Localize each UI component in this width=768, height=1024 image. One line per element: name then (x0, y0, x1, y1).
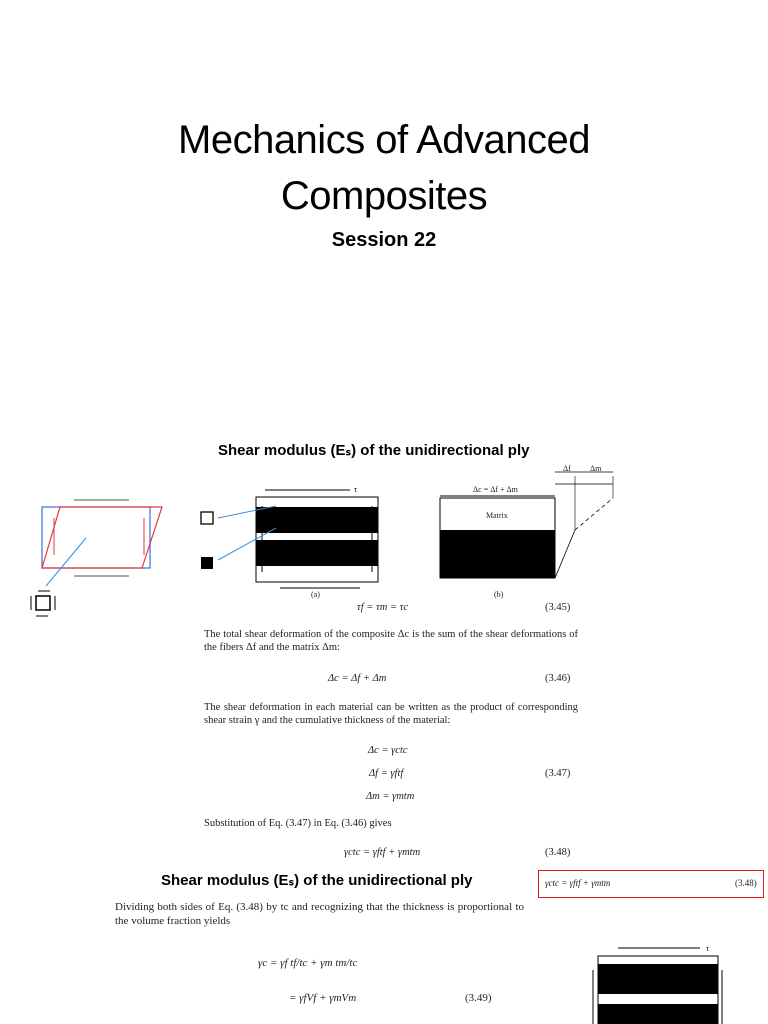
svg-text:τ: τ (706, 944, 710, 953)
delta-equation-label: Δc = Δf + Δm (473, 485, 518, 494)
equation-3-49b: = γfVf + γmVm (289, 992, 357, 1004)
figure-a-label: (a) (311, 590, 320, 599)
equation-3-47c: Δm = γmtm (366, 791, 415, 802)
delta-f-label: Δf (563, 464, 571, 473)
equation-3-45: τf = τm = τc (357, 602, 409, 613)
paragraph-shear-deformation: The total shear deformation of the composite Δc is the sum of the shear deformations of the fibers Δf and the matrix Δm: (204, 629, 578, 653)
equation-3-49a: γc = γf tf/tc + γm tm/tc (258, 957, 358, 969)
figure-a-fiber-matrix-shear (190, 482, 390, 600)
equation-3-45-number: (3.45) (545, 602, 571, 613)
fiber-layer-figure (588, 940, 748, 1024)
equation-3-47a: Δc = γctc (368, 745, 408, 756)
equation-3-49-number: (3.49) (465, 992, 492, 1004)
delta-m-label: Δm (590, 464, 602, 473)
matrix-label: Matrix (486, 511, 508, 520)
equation-3-48-number: (3.48) (545, 847, 571, 858)
slide-title: Mechanics of Advanced Composites (178, 118, 590, 218)
equation-3-47b: Δf = γftf (369, 768, 404, 779)
equation-3-47-number: (3.47) (545, 768, 571, 779)
session-label: Session 22 (331, 229, 437, 251)
equation-3-46: Δc = Δf + Δm (328, 673, 387, 684)
paragraph-dividing: Dividing both sides of Eq. (3.48) by tc and recognizing that the thickness is proportional to the volume fraction yields (115, 901, 524, 927)
highlighted-equation-number: (3.48) (735, 878, 757, 888)
section-heading: Shear modulus (Eₛ) of the unidirectional ply (218, 442, 530, 459)
highlighted-equation-box (538, 870, 764, 898)
paragraph-shear-strain: The shear deformation in each material can be written as the product of corresponding shear strain γ and the cumulative thickness of the material: (204, 702, 578, 726)
paragraph-substitution: Substitution of Eq. (3.47) in Eq. (3.46) gives (204, 818, 392, 829)
svg-text:τ: τ (354, 485, 358, 494)
equation-3-48: γctc = γftf + γmtm (344, 847, 421, 858)
figure-b-deformation (435, 462, 635, 597)
figure-b-label: (b) (494, 590, 504, 599)
shear-deformation-sketch (14, 490, 164, 620)
section-heading-repeat: Shear modulus (Eₛ) of the unidirectional ply (161, 872, 473, 889)
highlighted-equation: γctc = γftf + γmtm (545, 878, 611, 888)
equation-3-46-number: (3.46) (545, 673, 571, 684)
